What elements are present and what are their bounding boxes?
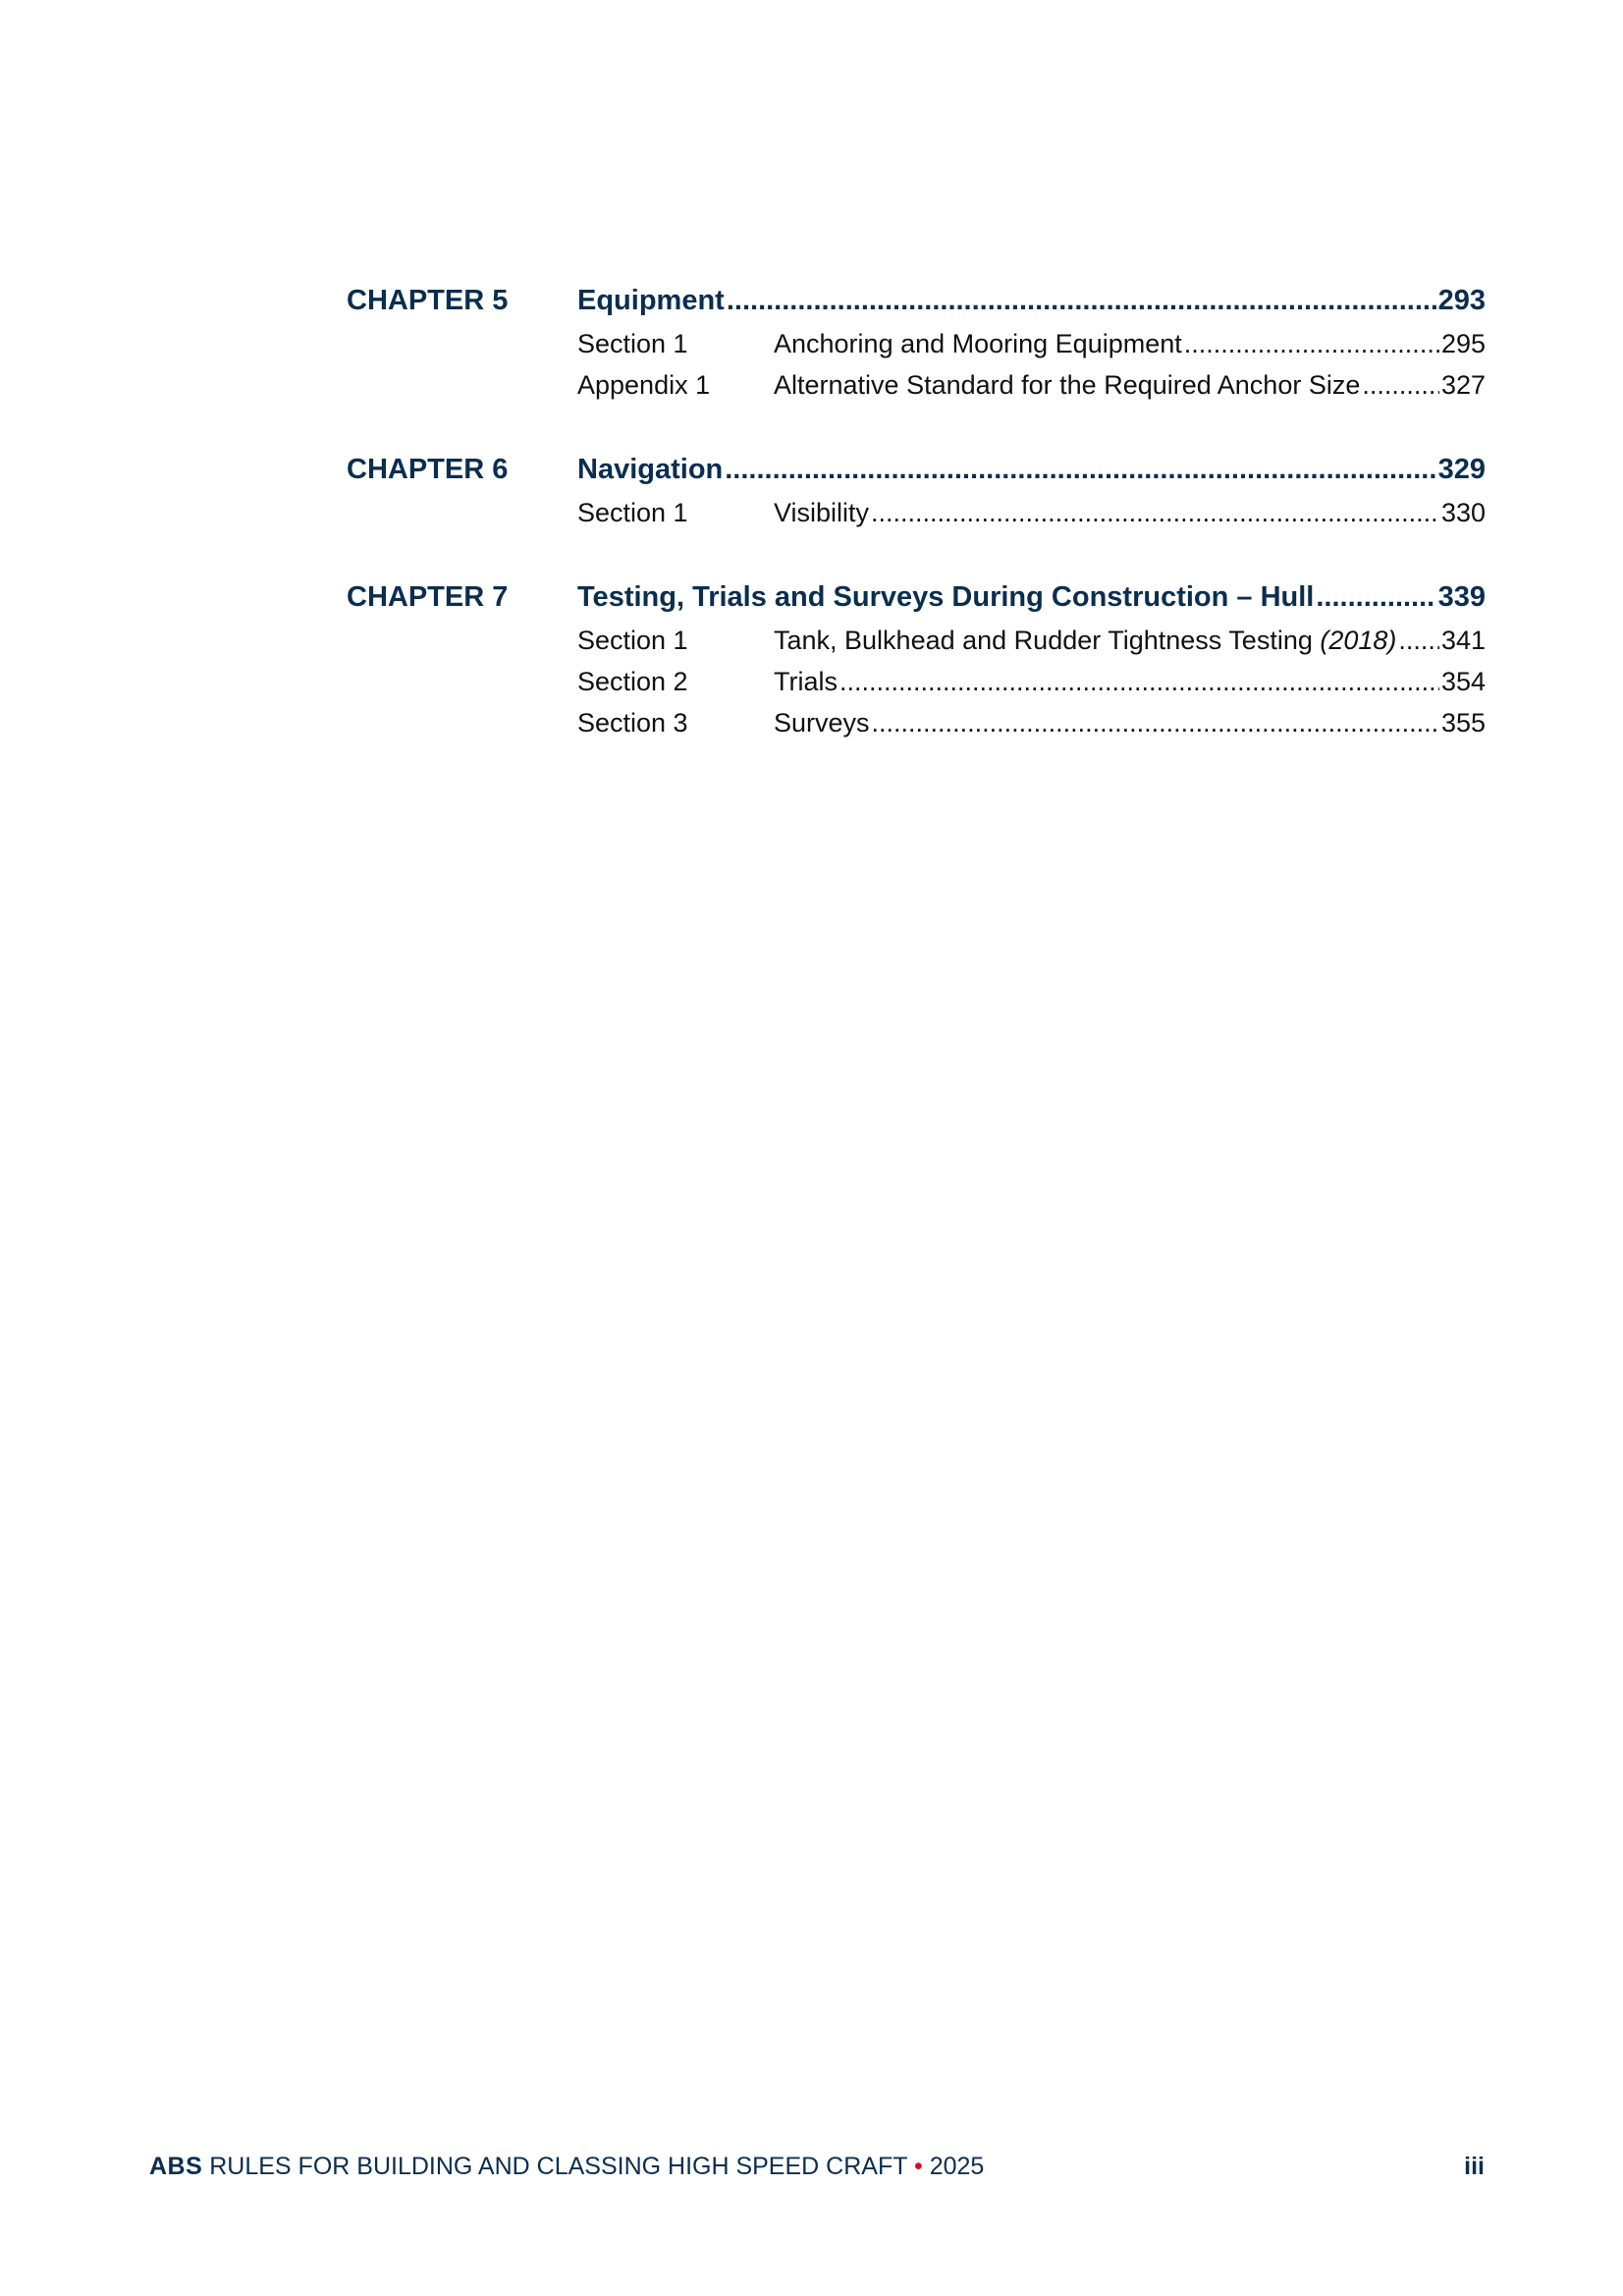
toc-entry[interactable] [577,702,1486,743]
chapter-page-number: 339 [1437,581,1486,613]
toc-entry[interactable] [577,620,1486,661]
entry-kind: Section 2 [577,667,688,696]
dot-leader [871,492,1439,533]
chapter-title-row[interactable] [577,278,1486,323]
toc-entry[interactable] [577,661,1486,702]
dot-leader [839,661,1439,702]
entry-title-text: Tank, Bulkhead and Rudder Tightness Testing [774,626,1321,655]
dot-leader [1362,364,1439,406]
toc-chapter-7 [347,574,1486,743]
chapter-title-row[interactable] [577,447,1486,492]
footer-bullet: • [913,2153,923,2180]
dot-leader [872,702,1439,743]
entry-title: Surveys [774,708,870,738]
entry-kind: Appendix 1 [577,370,711,400]
chapter-body [577,574,1486,743]
table-of-contents [347,278,1486,785]
chapter-label: CHAPTER 6 [347,454,509,485]
chapter-title: Navigation [577,454,724,485]
chapter-title: Testing, Trials and Surveys During Construction – Hull [577,581,1315,613]
entry-page-number: 355 [1440,708,1486,738]
entry-title: Anchoring and Mooring Equipment [774,329,1182,358]
toc-entry[interactable] [577,364,1486,406]
footer-brand: ABS [149,2153,203,2180]
chapter-page-number: 329 [1437,454,1486,485]
chapter-page-number: 293 [1437,285,1486,316]
chapter-title-row[interactable] [577,574,1486,620]
entry-kind: Section 1 [577,498,688,527]
dot-leader [1398,620,1439,661]
entry-title: Alternative Standard for the Required Anchor Size [774,370,1361,400]
entry-title [774,620,1396,661]
entry-page-number: 295 [1440,329,1486,358]
entry-page-number: 330 [1440,498,1486,527]
footer-year: 2025 [922,2153,985,2180]
chapter-title: Equipment [577,285,725,316]
chapter-body [577,447,1486,533]
entry-kind: Section 3 [577,708,688,738]
dot-leader [727,278,1436,323]
entry-kind: Section 1 [577,626,688,655]
entry-page-number: 354 [1440,667,1486,696]
dot-leader [725,447,1435,492]
entry-title: Trials [774,667,838,696]
entry-page-number: 341 [1440,626,1486,655]
dot-leader [1184,323,1439,364]
footer-page-number: iii [1464,2153,1485,2180]
entry-kind: Section 1 [577,329,688,358]
chapter-label: CHAPTER 7 [347,581,509,613]
page-footer [149,2151,1485,2182]
toc-chapter-6 [347,447,1486,533]
entry-page-number: 327 [1440,370,1486,400]
toc-entry[interactable] [577,492,1486,533]
chapter-label: CHAPTER 5 [347,285,509,316]
dot-leader [1316,574,1435,620]
entry-title: Visibility [774,498,870,527]
toc-entry[interactable] [577,323,1486,364]
entry-title-revision: (2018) [1320,626,1397,655]
footer-title: RULES FOR BUILDING AND CLASSING HIGH SPEED CRAFT [202,2153,914,2180]
chapter-body [577,278,1486,406]
toc-chapter-5 [347,278,1486,406]
